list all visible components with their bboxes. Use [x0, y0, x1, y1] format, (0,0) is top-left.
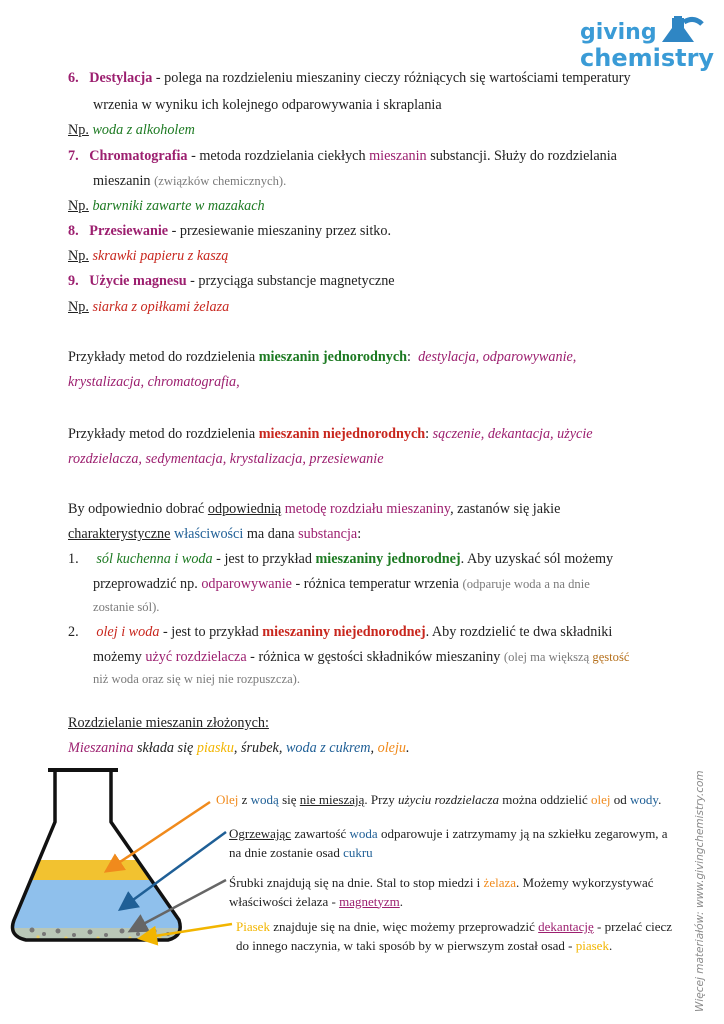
method-number: 8. — [68, 223, 79, 239]
comma: , — [233, 740, 242, 756]
method-8-example — [68, 248, 228, 265]
example-type: mieszaniny niejednorodnej — [262, 624, 426, 640]
example-1-line1 — [68, 551, 613, 568]
method-desc: - metoda rozdzielania ciekłych — [187, 148, 370, 164]
heterogeneous-line2: rozdzielacza, sedymentacja, krystalizacja, przesiewanie — [68, 451, 384, 467]
intro-line1 — [68, 501, 560, 518]
homogeneous-line2: krystalizacja, chromatografia, — [68, 374, 240, 390]
note-text: . Możemy wykorzystywać — [516, 875, 654, 890]
example-method: odparowywanie — [201, 576, 292, 592]
homogeneous-line1 — [68, 349, 576, 366]
method-7-line1 — [68, 148, 617, 165]
example-2-line2 — [93, 649, 629, 666]
note-text: - przelać ciecz — [593, 919, 673, 934]
example-type: mieszaniny jednorodnej — [315, 551, 461, 567]
note-text: . Przy — [364, 792, 398, 807]
note-underlined: Ogrzewając — [229, 826, 292, 841]
complex-screws: śrubek — [241, 740, 279, 756]
intro-text: : — [357, 526, 362, 542]
intro-term: właściwości — [173, 526, 244, 542]
complex-water: woda z cukrem — [285, 740, 371, 756]
complex-sand: piasku — [196, 740, 234, 756]
homogeneous-methods: destylacja, odparowywanie, — [418, 349, 577, 365]
note-sand — [236, 918, 672, 955]
intro-text: , zastanów się jakie — [450, 501, 561, 517]
example-text: - różnica temperatur wrzenia — [291, 576, 463, 592]
example-text: . Aby uzyskać sól możemy — [460, 551, 614, 567]
example-text: - różnica w gęstości składników mieszaniny — [246, 649, 504, 665]
note-water — [229, 825, 668, 862]
example-text: barwniki zawarte w mazakach — [92, 198, 265, 214]
heterogeneous-line1 — [68, 426, 593, 443]
example-label: Np. — [68, 248, 89, 264]
note-term: cukru — [343, 844, 373, 860]
note-text: można oddzielić — [498, 792, 592, 807]
example-number: 1. — [68, 551, 79, 567]
method-desc: substancji. Służy do rozdzielania — [426, 148, 617, 164]
note-text: na dnie zostanie osad — [229, 844, 344, 860]
example-text: siarka z opiłkami żelaza — [92, 299, 230, 315]
method-desc: - przesiewanie mieszaniny przez sitko. — [168, 223, 392, 239]
example-subject: sól kuchenna i woda — [96, 551, 213, 567]
intro-term: substancja — [298, 526, 358, 542]
method-6-example — [68, 122, 195, 139]
note-term: dekantację — [538, 919, 594, 934]
method-6-line1 — [68, 70, 631, 87]
note-oil — [216, 791, 661, 810]
method-name: Destylacja — [89, 70, 153, 86]
example-number: 2. — [68, 624, 79, 640]
note-text: od — [610, 792, 631, 807]
example-note: (olej ma większą — [503, 650, 593, 664]
homogeneous-prefix: Przykłady metod do rozdzielenia — [68, 349, 259, 365]
example-text: woda z alkoholem — [92, 122, 195, 138]
method-name: Przesiewanie — [89, 223, 169, 239]
giving-chemistry-logo — [580, 16, 716, 74]
example-text: skrawki papieru z kaszą — [92, 248, 229, 264]
note-term: wody — [630, 792, 659, 807]
method-9-line1 — [68, 273, 395, 290]
example-2-line3: niż woda oraz się w niej nie rozpuszcza). — [93, 672, 301, 686]
note-text: z — [238, 792, 251, 807]
note-term: piasek — [575, 937, 609, 953]
method-desc: - przyciąga substancje magnetyczne — [186, 273, 395, 289]
heterogeneous-prefix: Przykłady metod do rozdzielenia — [68, 426, 259, 442]
heterogeneous-methods: sączenie, dekantacja, użycie — [432, 426, 593, 442]
note-text: . — [608, 937, 613, 953]
note-text: właściwości żelaza - — [229, 893, 340, 909]
note-screws — [229, 874, 654, 911]
method-desc-term: mieszanin — [369, 148, 427, 164]
complex-heading: Rozdzielanie mieszanin złożonych: — [68, 715, 269, 731]
note-text: Śrubki znajdują się na dnie. Stal to stop miedzi i — [229, 875, 484, 890]
colon: : — [425, 426, 433, 442]
example-text: możemy — [93, 649, 146, 665]
note-text: zawartość — [291, 826, 350, 841]
method-number: 9. — [68, 273, 79, 289]
method-8-line1 — [68, 223, 391, 240]
method-desc: - polega na rozdzieleniu mieszaniny cieczy różniących się wartościami temperatury — [152, 70, 631, 86]
note-text: . — [399, 893, 403, 909]
homogeneous-term: mieszanin jednorodnych — [258, 349, 408, 365]
comma: , — [370, 740, 378, 756]
comma: , — [278, 740, 286, 756]
logo-word-giving: giving — [580, 20, 657, 45]
method-name: Chromatografia — [89, 148, 188, 164]
note-term: olej — [591, 792, 611, 807]
example-label: Np. — [68, 122, 89, 138]
example-1-line3: zostanie sól). — [93, 600, 160, 614]
intro-term: metodę rozdziału mieszaniny — [284, 501, 451, 517]
note-term: wodą — [250, 792, 279, 807]
note-underlined: nie mieszają — [299, 792, 365, 807]
note-text: . — [658, 792, 662, 807]
note-italic: użyciu rozdzielacza — [398, 792, 499, 807]
method-7-example — [68, 198, 265, 215]
method-number: 6. — [68, 70, 79, 86]
note-term: woda — [349, 826, 378, 841]
method-desc: mieszanin — [93, 173, 155, 189]
example-1-line2 — [93, 576, 590, 593]
period: . — [406, 740, 410, 756]
example-2-line1 — [68, 624, 612, 641]
example-subject: olej i woda — [96, 624, 160, 640]
intro-underlined: charakterystyczne — [68, 526, 171, 542]
note-term: magnetyzm — [339, 893, 400, 909]
note-term: Olej — [216, 792, 239, 807]
example-note-term: gęstość — [592, 650, 630, 664]
erlenmeyer-flask-illustration — [8, 762, 238, 952]
example-text: - jest to przykład — [212, 551, 316, 567]
method-name: Użycie magnesu — [89, 273, 187, 289]
note-text: znajduje się na dnie, więc możemy przeprowadzić — [269, 919, 539, 934]
example-label: Np. — [68, 198, 89, 214]
note-term: żelaza — [483, 875, 517, 890]
note-term: Piasek — [236, 919, 270, 934]
note-text: się — [278, 792, 300, 807]
example-method: użyć rozdzielacza — [145, 649, 247, 665]
colon: : — [407, 349, 411, 365]
method-7-line2 — [93, 173, 286, 190]
method-number: 7. — [68, 148, 79, 164]
intro-line2 — [68, 526, 361, 543]
website-watermark: Więcej materiałów: www.givingchemistry.com — [694, 770, 706, 1012]
intro-text: By odpowiednio dobrać — [68, 501, 208, 517]
complex-term: Mieszanina — [68, 740, 134, 756]
complex-text: składa się — [133, 740, 197, 756]
complex-sentence — [68, 740, 410, 757]
example-text: przeprowadzić np. — [93, 576, 202, 592]
method-6-line2: wrzenia w wyniku ich kolejnego odparowywania i skraplania — [93, 97, 442, 113]
example-text: - jest to przykład — [159, 624, 263, 640]
logo-word-chemistry: chemistry — [580, 44, 715, 72]
complex-oil: oleju — [377, 740, 406, 756]
note-text: do innego naczynia, w taki sposób by w pierwszym został osad - — [236, 937, 576, 953]
example-label: Np. — [68, 299, 89, 315]
method-note: (związków chemicznych). — [154, 174, 287, 188]
method-9-example — [68, 299, 229, 316]
intro-text: ma dana — [243, 526, 299, 542]
note-text: odparowuje i zatrzymamy ją na szkiełku zegarowym, a — [377, 826, 668, 841]
example-note: (odparuje woda a na dnie — [462, 577, 590, 591]
heterogeneous-term: mieszanin niejednorodnych — [258, 426, 426, 442]
example-text: . Aby rozdzielić te dwa składniki — [425, 624, 613, 640]
intro-underlined: odpowiednią — [207, 501, 282, 517]
